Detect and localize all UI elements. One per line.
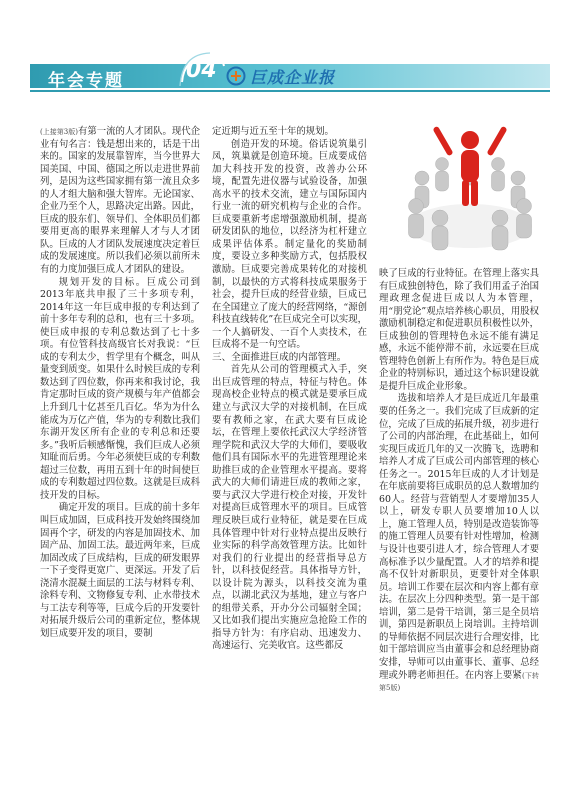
jump-in-note: (上接第3版) <box>40 128 78 136</box>
paragraph: 首先从公司的管理模式入手，突出巨成管理的特点，特征与特色。体现高校企业特点的模式就是要承巨成建立与武汉大学的对接机制，在巨成要有教师之家，在武大要有巨成论坛，在管理上要依托武汉大学经济管理学院和武汉大学的大师们，要吸收他们具有国际水平的先进管理理论来助推巨成的企业管理水平提高。要将武大的大师们请进巨成的教师之家，要与武汉大学进行校企对接，开发针对提高巨成管理水平的项目。巨成管理反映巨成行业特征，就是要在巨成具体管理中针对行业特点提出反映行业实际的科学高效管理方法。比如针对我们的行业提出的经营指导总方针，以科技促经营。具体指导方针，以设计院为源头，以科技交流为重点，以湖北武汉为基地，建立与客户的组带关系，开办分公司辐射全国；又比如我们提出实施应急抢险工作的指导方针为：有序启动、迅速发力、高速运行、完美收官。这些都反 <box>212 364 367 652</box>
paragraph: 规划开发的目标。巨成公司到2013年底共申报了三十多项专利，2014年这一年巨成申报的专利达到了前十多年专利的总和，也有三十多项。使巨成申报的专利总数达到了七十多项。有位管科技高级官长对我说：“巨成的专利太少，哲学里有个概念，叫从量变到质变。如果什么时候巨成的专利数达到了四位数，你再来和我讨论，我肯定那时巨成的资产规模与年产值都会上升到几十亿甚至几百亿。华为为什么能成为万亿产值，华为的专利数比我们东湖开发区所有企业的专利总和还要多。”我听后顿感惭愧，我们巨成人必须知耻而后勇。今年必须使巨成的专利数超过三位数，再用五到十年的时间使巨成的专利数超过四位数。这就是巨成科技开发的目标。 <box>40 276 200 501</box>
paragraph: 创造开发的环境。俗话说筑巢引凤，筑巢就是创造环境。巨成要成倍加大科技开发的投资，改善办公环境，配置先进仪器与试验设备，加强高水平的技术交流，建立与国际国内行业一流的研究机构与企业的合作。巨成要重新考虑增强激励机制，提高研发团队的地位，以经济为杠杆建立成果评估体系。制定量化的奖励制度，要设立多种奖励方式，包括股权激励。巨成要完善成果转化的对接机制，以最快的方式将科技成果服务于社会，提升巨成的经营业绩，巨成已在全国建立了庞大的经营网络，“源创科技直线转化”在巨成完全可以实现，一个人搞研发、一百个人卖技术，在巨成将不是一句空话。 <box>212 138 367 351</box>
paragraph: 映了巨成的行业特征。在管理上落实具有巨成独创特色，除了我们用孟子治国理政理念促进巨成以人为本管理，用“朋党论”观点培养核心职员，用股权激励机制稳定和促进职员积极性以外，巨成独创的管理特色永远不能有满足感，永远不能停滞不前，永远要在巨成管理特色创新上有所作为。特色是巨成企业的特别标识，通过这个标识建设就是提升巨成企业形象。 <box>379 268 539 392</box>
brand-name: 巨成企业报 <box>250 68 336 87</box>
paragraph: 选拔和培养人才是巨成近几年最重要的任务之一。我们完成了巨成新的定位，完成了巨成的拓展升级，初步进行了公司的内部治理，在此基础上，如何实现巨成近几年的又一次腾飞，选聘和培养人才成了巨成公司内部管理的核心任务之一。2015年巨成的人才计划是在年底前要将巨成职员的总人数增加约60人。经营与营销型人才要增加35人以上，研发专职人员要增加10人以上，施工管理人员，特别是改造装饰等的施工管理人员要有针对性增加，检测与设计也要引进人才，综合管理人才要高标准予以少量配置。人才的培养和提高不仅针对新职员，更要针对全体职员。培训工作要在层次和内容上都有章法。在层次上分四种类型。第一是干部培训，第二是骨干培训，第三是全员培训，第四是新职员上岗培训。主持培训的导师依据不同层次进行合理安排，比如干部培训应当由董事会和总经理协商安排，导师可以由董事长、董事、总经理或外聘老师担任。在内容上要紧(下转第5版) <box>379 393 539 693</box>
paragraph: (上接第3版)有第一流的人才团队。现代企业有句名言：钱是想出来的，话是干出来的。国家的发展靠智库，当今世界大国美国、中国、德国之所以走进世界前列，是因为这些国家拥有第一流且众多的人才组大脑和强大智库。无论国家、企业乃至个人，思路决定出路。因此，巨成的股东们、领导们、全体职员们都要用更高的眼界来理解人才与人才团队。巨成的人才团队发展速度决定着巨成的发展速度。所以我们必须以前所未有的力度加强巨成人才团队的建设。 <box>40 126 200 276</box>
people-circle-icon <box>400 118 540 258</box>
article-column-1 <box>40 126 200 640</box>
section-heading: 三、全面推进巨成的内部管理。 <box>212 351 347 363</box>
paragraph: 定近期与近五至十年的规划。 <box>212 126 334 137</box>
jump-out-note: (下转第5版) <box>379 671 539 693</box>
brand-mark-icon <box>226 66 246 86</box>
page-header <box>0 0 580 110</box>
page-number-badge <box>178 52 226 90</box>
paragraph: 确定开发的项目。巨成的前十多年叫巨成加固，巨成科技开发始终围绕加固再个字，研发的内容是加固技术、加固产品、加固工法。最近两年来，巨成加固改成了巨成结构，巨成的研发眼界一下子变得更宽广、更深远。开发了后浇清水混凝土面层的工法与材料专利、涂料专利、文物修复专利、止水带技术与工法专利等等，巨成今后的开发要针对拓展升级后公司的重新定位，整体规划巨成要开发的项目，要制 <box>40 502 200 639</box>
section-title: 年会专题 <box>48 71 124 91</box>
article-column-3 <box>379 268 539 695</box>
article-column-2 <box>212 126 367 653</box>
page-number: 04 <box>186 58 217 83</box>
